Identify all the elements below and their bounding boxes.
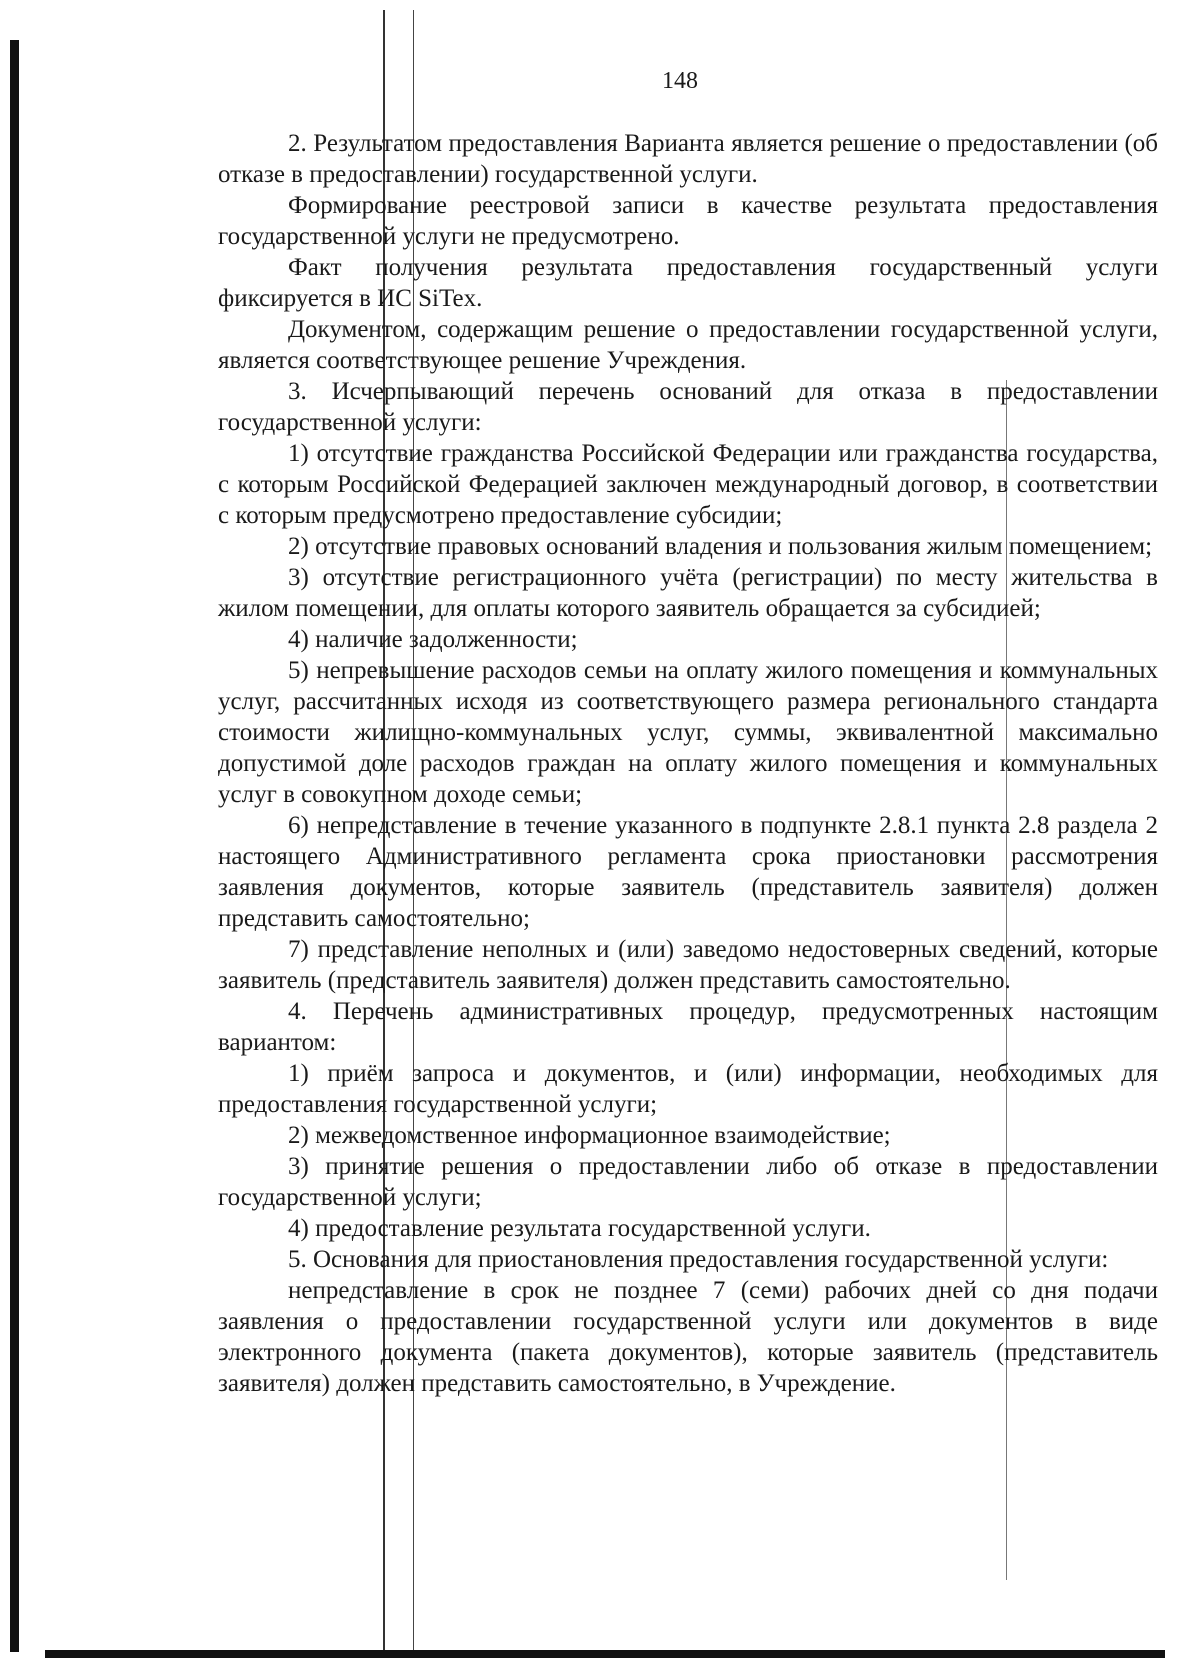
- paragraph: 2. Результатом предоставления Варианта является решение о предоставлении (об отказе в предоставлении) государственной услуги.: [218, 130, 1158, 188]
- list-item: 4) наличие задолженности;: [288, 626, 578, 653]
- list-item: 2) межведомственное информационное взаимодействие;: [288, 1122, 891, 1149]
- list-item: 3) отсутствие регистрационного учёта (регистрации) по месту жительства в жилом помещении, для оплаты которого заявитель обращается за субсидией;: [218, 564, 1158, 622]
- paragraph: Формирование реестровой записи в качестве результата предоставления государственной услуги не предусмотрено.: [218, 192, 1158, 250]
- paragraph: 3. Исчерпывающий перечень оснований для отказа в предоставлении государственной услуги:: [218, 378, 1158, 436]
- paragraph: 5. Основания для приостановления предоставления государственной услуги:: [288, 1246, 1109, 1273]
- list-item: 1) отсутствие гражданства Российской Федерации или гражданства государства, с которым Российской Федерацией заключен международный договор, в соответствии с которым предусмотрено предоставление субсидии;: [218, 440, 1158, 529]
- list-item: 2) отсутствие правовых оснований владения и пользования жилым помещением;: [288, 533, 1153, 560]
- scan-edge-left: [10, 40, 19, 1652]
- paragraph: непредставление в срок не позднее 7 (семи) рабочих дней со дня подачи заявления о предоставлении государственной услуги или документов в виде электронного документа (пакета документов), которые заявитель (представитель заявителя) должен представить самостоятельно, в Учреждение.: [218, 1277, 1158, 1397]
- paragraph: Факт получения результата предоставления государственный услуги фиксируется в ИС SiTex.: [218, 254, 1158, 312]
- list-item: 3) принятие решения о предоставлении либо об отказе в предоставлении государственной услуги;: [218, 1153, 1158, 1211]
- list-item: 6) непредставление в течение указанного в подпункте 2.8.1 пункта 2.8 раздела 2 настоящего Административного регламента срока приостановки рассмотрения заявления документов, которые заявитель (представитель заявителя) должен представить самостоятельно;: [218, 812, 1158, 932]
- paragraph: 4. Перечень административных процедур, предусмотренных настоящим вариантом:: [218, 998, 1158, 1056]
- page-number: 148: [662, 68, 698, 94]
- scan-edge-bottom: [45, 1650, 1165, 1658]
- paragraph: Документом, содержащим решение о предоставлении государственной услуги, является соответствующее решение Учреждения.: [218, 316, 1158, 374]
- list-item: 7) представление неполных и (или) заведомо недостоверных сведений, которые заявитель (представитель заявителя) должен представить самостоятельно.: [218, 936, 1158, 994]
- list-item: 1) приём запроса и документов, и (или) информации, необходимых для предоставления государственной услуги;: [218, 1060, 1158, 1118]
- list-item: 4) предоставление результата государственной услуги.: [288, 1215, 871, 1242]
- list-item: 5) непревышение расходов семьи на оплату жилого помещения и коммунальных услуг, рассчитанных исходя из соответствующего размера регионального стандарта стоимости жилищно-коммунальных услуг, суммы, эквивалентной максимально допустимой доле расходов граждан на оплату жилого помещения и коммунальных услуг в совокупном доходе семьи;: [218, 657, 1158, 808]
- document-body: [218, 128, 1158, 1399]
